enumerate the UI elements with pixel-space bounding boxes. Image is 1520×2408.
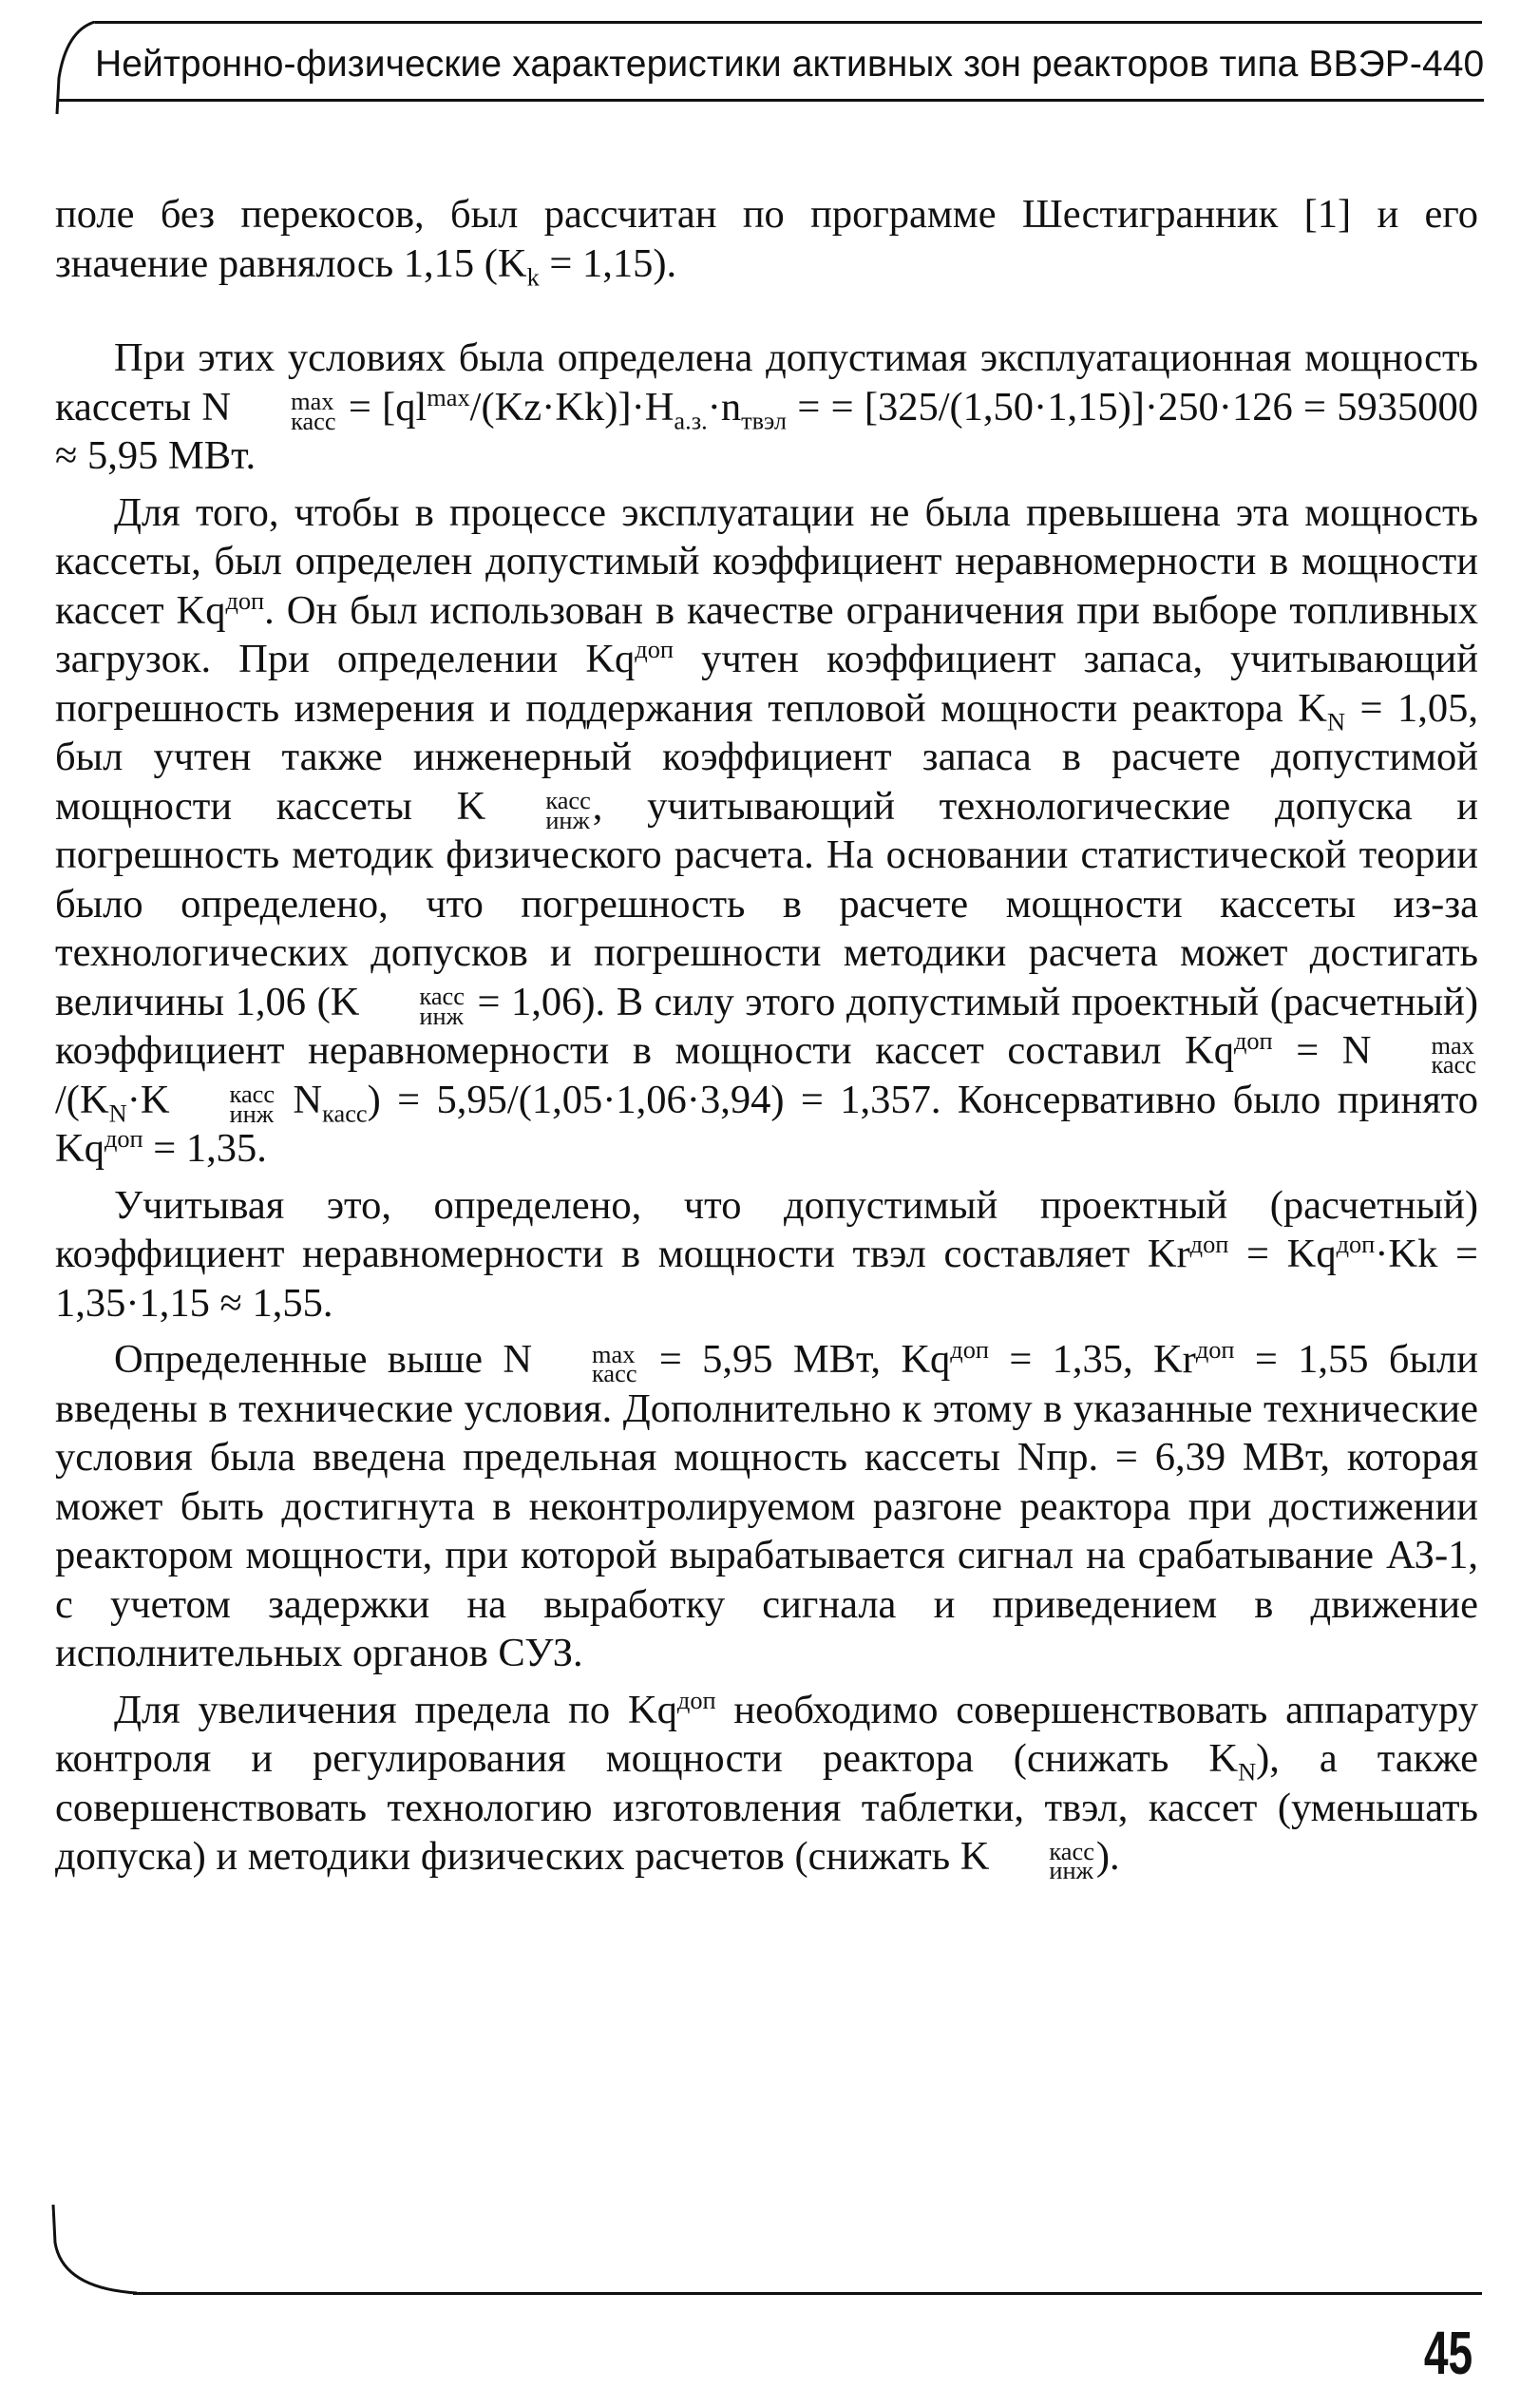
header-rule-top	[95, 21, 1482, 24]
page-body	[55, 190, 1479, 1885]
paragraph-3: Для того, чтобы в процессе эксплуатации не была превышена эта мощность кассеты, был определен допустимый коэффициент неравномерности в мощности кассет $Kq^{доп}$. Он был использован в качестве ограничения при выборе топливных загрузок. При определении $Kq^{доп}$ учтен коэффициент запаса, учитывающий погрешность измерения и поддержания тепловой мощности реактора $K_N = 1,05$, был учтен также инженерный коэффициент запаса в расчете допустимой мощности кассеты K касс инж , учитывающий технологические допуска и погрешность методик физического расчета. На основании статистической теории было определено, что погрешность в расчете мощности кассеты из-за технологических допусков и погрешности методики расчета может достигать величины 1,06 (K касс инж = 1,06). В силу этого допустимый проектный (расчетный) коэффициент неравномерности в мощности кассет составил $Kq^{доп} = N$ max касс $/(K_N\cdot K$ касс инж $N_{касс}) = 5,95/(1,05\cdot 1,06\cdot 3,94) = 1,357$. Консервативно было принято $Kq^{доп} = 1,35$.	[55, 489, 1479, 1172]
footer-corner-curve	[49, 2205, 144, 2309]
paragraph-4: Учитывая это, определено, что допустимый проектный (расчетный) коэффициент неравномерности в мощности твэл составляет $Kr^{доп} = Kq^{доп}\cdot Kk = 1,35\cdot 1,15 \approx 1,55$.	[55, 1182, 1478, 1326]
page-number: 45	[1423, 2319, 1472, 2387]
paragraph-6: Для увеличения предела по $Kq^{доп}$ необходимо совершенствовать аппаратуру контроля и регулирования мощности реактора (снижать $K_N$), а также совершенствовать технологию изготовления таблетки, твэл, кассет (уменьшать допуска) и методики физических расчетов (снижать K касс инж ).	[55, 1686, 1478, 1885]
paragraph-2: При этих условиях была определена допустимая эксплуатационная мощность кассеты N max касс = $[ql^{max}/(Kz\cdot Kk)]\cdot H_{а.з.}\cdot n_{твэл}$ = = [325/(1,50·1,15)]·250·126 = 5935000 ≈ 5,95 МВт.	[55, 335, 1478, 479]
paragraph-1: поле без перекосов, был рассчитан по программе Шестигранник [1] и его значение равнялось 1,15 $(K_k = 1,15)$.	[55, 192, 1478, 291]
running-head-title: Нейтронно-физические характеристики активных зон реакторов типа ВВЭР-440	[95, 44, 1485, 85]
footer-rule	[133, 2292, 1482, 2295]
paragraph-5: Определенные выше N max касс = 5,95 МВт, $Kq^{доп} = 1,35$, $Kr^{доп} = 1,55$ были введены в технические условия. Дополнительно к этому в указанные технические условия была введена предельная мощность кассеты Nпр. = 6,39 МВт, которая может быть достигнута в неконтролируемом разгоне реактора при достижении реактором мощности, при которой вырабатывается сигнал на срабатывание АЗ-1, с учетом задержки на выработку сигнала и приведением в движение исполнительных органов СУЗ.	[55, 1336, 1478, 1676]
header-rule-bottom	[59, 99, 1484, 102]
